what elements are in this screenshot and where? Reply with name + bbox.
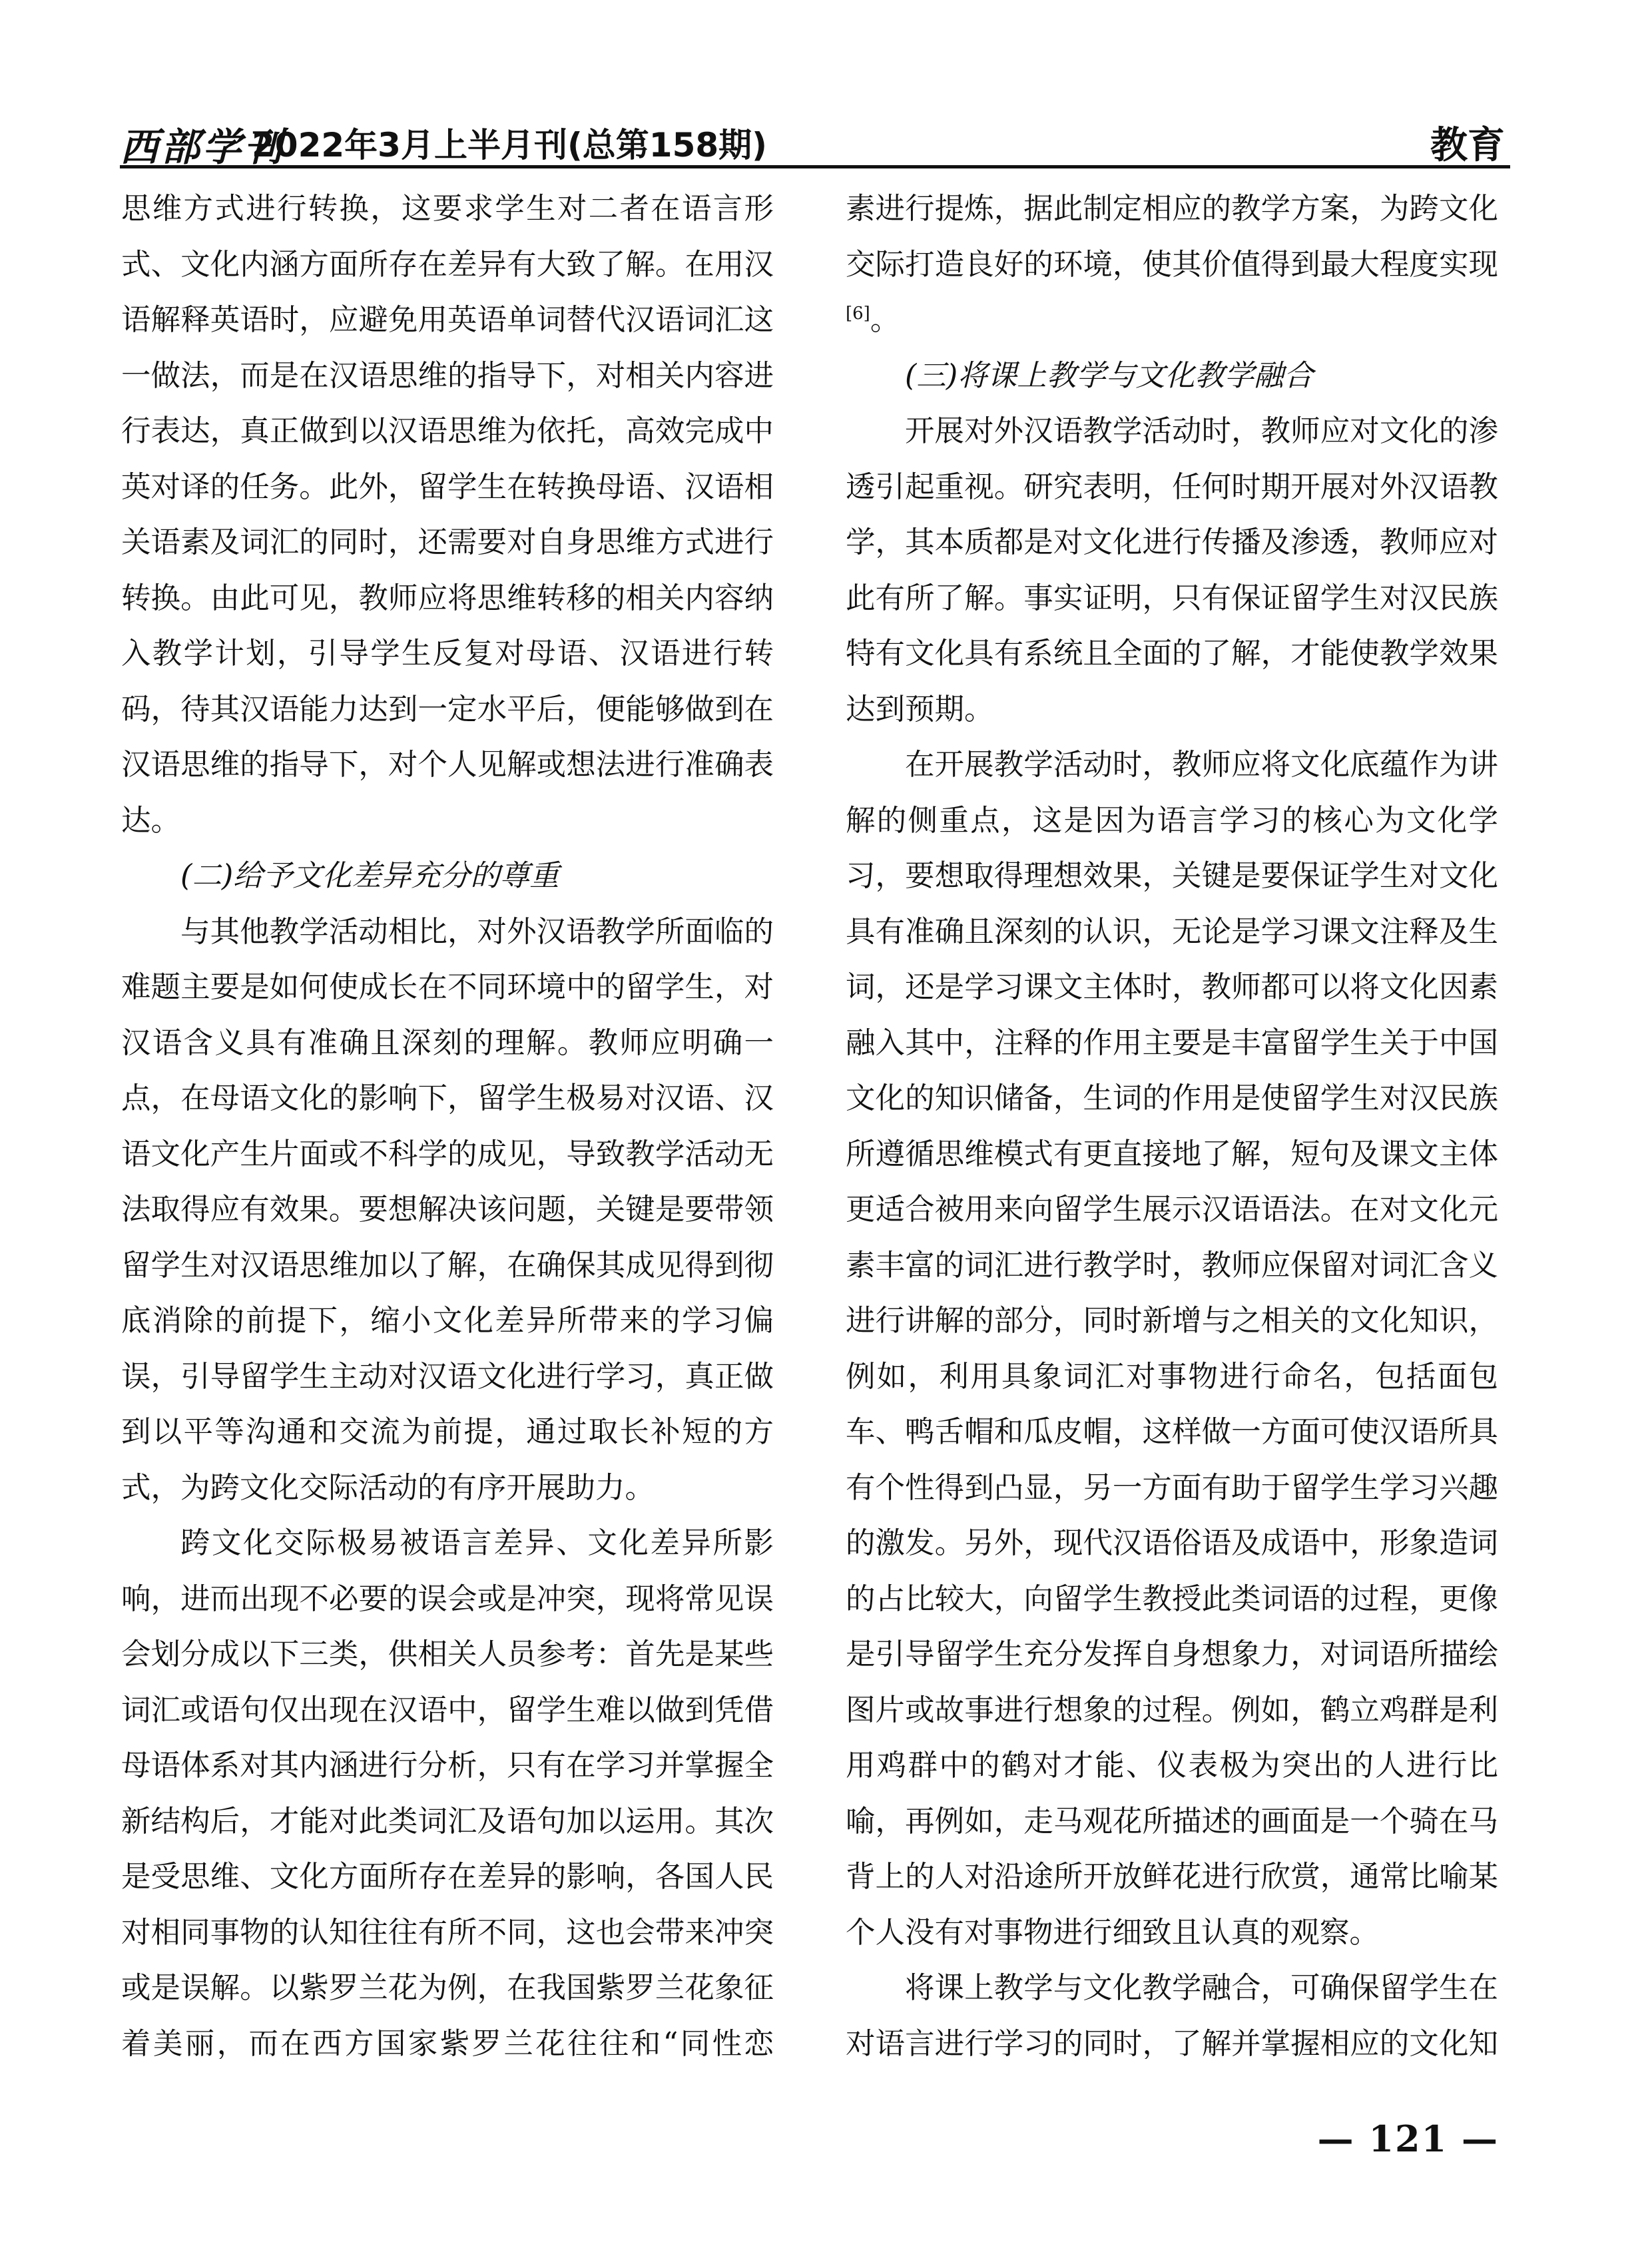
issue-info: 2022年3月上半月刊(总第158期) [252,126,768,164]
section-heading: (二)给予文化差异充分的尊重 [180,859,559,893]
right-column [846,181,1498,2059]
paragraph: 将课上教学与文化教学融合，可确保留学生在对语言进行学习的同时，了解并掌握相应的文化知 [846,1971,1498,2059]
section-name: 教育 [1430,124,1505,167]
paragraph: 与其他教学活动相比，对外汉语教学所面临的难题主要是如何使成长在不同环境中的留学生，对汉语含义具有准确且深刻的理解。教师应明确一点，在母语文化的影响下，留学生极易对汉语、汉语文化产生片面或不科学的成见，导致教学活动无法取得应有效果。要想解决该问题，关键是要带领留学生对汉语思维加以了解，在确保其成见得到彻底消除的前提下，缩小文化差异所带来的学习偏误，引导留学生主动对汉语文化进行学习，真正做到以平等沟通和交流为前提，通过取长补短的方式，为跨文化交际活动的有序开展助力。 [121,914,774,1505]
paragraph [846,181,1498,348]
page-number: — 121 — [1317,2117,1499,2160]
paragraph: 开展对外汉语教学活动时，教师应对文化的渗透引起重视。研究表明，任何时期开展对外汉语教学，其本质都是对文化进行传播及渗透，教师应对此有所了解。事实证明，只有保证留学生对汉民族特有文化具有系统且全面的了解，才能使教学效果达到预期。 [846,414,1498,726]
paragraph: 在开展教学活动时，教师应将文化底蕴作为讲解的侧重点，这是因为语言学习的核心为文化学习，要想取得理想效果，关键是要保证学生对文化具有准确且深刻的认识，无论是学习课文注释及生词，还是学习课文主体时，教师都可以将文化因素融入其中，注释的作用主要是丰富留学生关于中国文化的知识储备，生词的作用是使留学生对汉民族所遵循思维模式有更直接地了解，短句及课文主体更适合被用来向留学生展示汉语语法。在对文化元素丰富的词汇进行教学时，教师应保留对词汇含义进行讲解的部分，同时新增与之相关的文化知识，例如，利用具象词汇对事物进行命名，包括面包车、鸭舌帽和瓜皮帽，这样做一方面可使汉语所具有个性得到凸显，另一方面有助于留学生学习兴趣的激发。另外，现代汉语俗语及成语中，形象造词的占比较大，向留学生教授此类词语的过程，更像是引导留学生充分发挥自身想象力，对词语所描绘图片或故事进行想象的过程。例如，鹤立鸡群是利用鸡群中的鹤对才能、仪表极为突出的人进行比喻，再例如，走马观花所描述的画面是一个骑在马背上的人对沿途所开放鲜花进行欣赏，通常比喻某个人没有对事物进行细致且认真的观察。 [846,748,1498,1950]
section-heading: (三)将课上教学与文化教学融合 [905,358,1314,393]
citation-ref: [6] [846,304,870,324]
paragraph: 思维方式进行转换，这要求学生对二者在语言形式、文化内涵方面所存在差异有大致了解。在用汉语解释英语时，应避免用英语单词替代汉语词汇这一做法，而是在汉语思维的指导下，对相关内容进行表达，真正做到以汉语思维为依托，高效完成中英对译的任务。此外，留学生在转换母语、汉语相关语素及词汇的同时，还需要对自身思维方式进行转换。由此可见，教师应将思维转移的相关内容纳入教学计划，引导学生反复对母语、汉语进行转码，待其汉语能力达到一定水平后，便能够做到在汉语思维的指导下，对个人见解或想法进行准确表达。 [121,192,774,838]
journal-logo: 西部学刊 [120,125,286,170]
left-column [121,181,774,2059]
running-header [120,112,1510,168]
paragraph-text: 素进行提炼，据此制定相应的教学方案，为跨文化交际打造良好的环境，使其价值得到最大程度实现 [846,192,1498,282]
paragraph-end: 。 [870,303,900,337]
paragraph: 跨文化交际极易被语言差异、文化差异所影响，进而出现不必要的误会或是冲突，现将常见误会划分成以下三类，供相关人员参考：首先是某些词汇或语句仅出现在汉语中，留学生难以做到凭借母语体系对其内涵进行分析，只有在学习并掌握全新结构后，才能对此类词汇及语句加以运用。其次是受思维、文化方面所存在差异的影响，各国人民对相同事物的认知往往有所不同，这也会带来冲突或是误解。以紫罗兰花为例，在我国紫罗兰花象征着美丽，而在西方国家紫罗兰花往往和“同性恋 [121,1526,774,2059]
